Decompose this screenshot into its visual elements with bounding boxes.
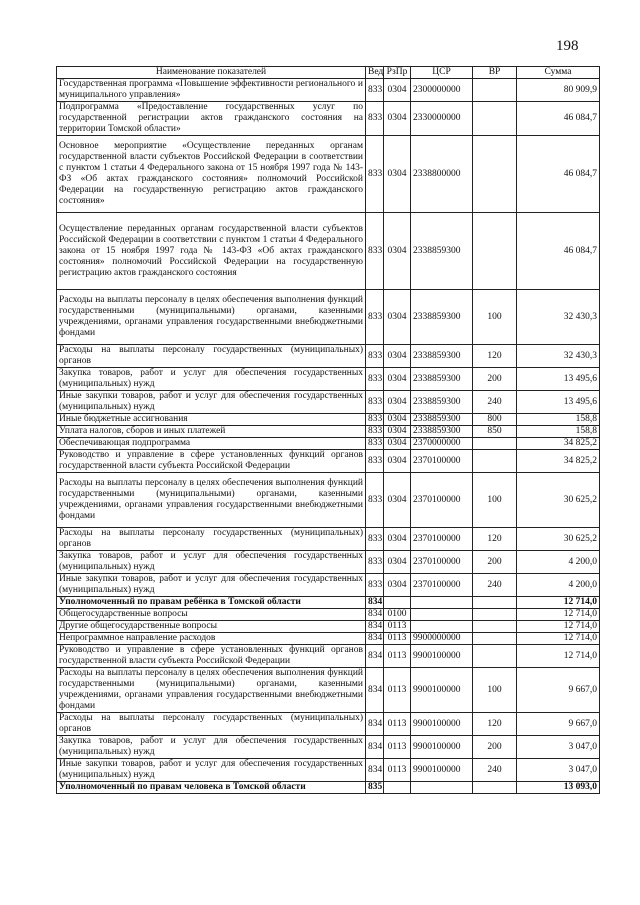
budget-table (56, 66, 600, 794)
cell-vr: 120 (473, 713, 517, 736)
cell-csr (411, 597, 473, 609)
table-header-row (57, 67, 600, 79)
cell-ved: 834 (366, 759, 384, 782)
cell-sum: 32 430,3 (517, 345, 600, 368)
table-row (57, 609, 600, 621)
cell-sum: 32 430,3 (517, 290, 600, 345)
cell-rzpr: 0304 (384, 574, 411, 597)
cell-name: Непрограммное направление расходов (57, 633, 366, 645)
table-row (57, 528, 600, 551)
table-row (57, 645, 600, 668)
cell-rzpr: 0304 (384, 473, 411, 528)
cell-csr: 2338859300 (411, 290, 473, 345)
cell-sum: 4 200,0 (517, 551, 600, 574)
cell-sum: 13 495,6 (517, 368, 600, 391)
cell-rzpr: 0304 (384, 368, 411, 391)
cell-csr: 2338859300 (411, 345, 473, 368)
cell-name: Расходы на выплаты персоналу в целях обеспечения выполнения функций государственными (муниципальными) органами, казенными учреждениями, органами управления государственными внебюджетными фондами (57, 290, 366, 345)
cell-sum: 3 047,0 (517, 759, 600, 782)
cell-name: Закупка товаров, работ и услуг для обеспечения государственных (муниципальных) нужд (57, 368, 366, 391)
cell-csr: 2338859300 (411, 426, 473, 438)
cell-name: Расходы на выплаты персоналу государственных (муниципальных) органов (57, 345, 366, 368)
cell-csr (411, 782, 473, 794)
table-row (57, 633, 600, 645)
cell-csr: 9900000000 (411, 633, 473, 645)
cell-name: Осуществление переданных органам государственной власти субъектов Российской Федерации в соответствии с пунктом 1 статьи 4 Федерального закона от 15 ноября 1997 года № 143-ФЗ «Об актах гражданского состояния» полномочий Российской Федерации на государственную регистрацию актов гражданского состояния (57, 213, 366, 290)
cell-name: Закупка товаров, работ и услуг для обеспечения государственных (муниципальных) нужд (57, 551, 366, 574)
table-row (57, 414, 600, 426)
cell-ved: 833 (366, 79, 384, 102)
cell-rzpr: 0304 (384, 79, 411, 102)
cell-csr: 9900100000 (411, 759, 473, 782)
cell-rzpr: 0304 (384, 414, 411, 426)
table-row (57, 290, 600, 345)
cell-ved: 833 (366, 438, 384, 450)
cell-rzpr: 0100 (384, 609, 411, 621)
cell-vr (473, 597, 517, 609)
cell-csr: 9900100000 (411, 668, 473, 713)
cell-sum: 12 714,0 (517, 609, 600, 621)
cell-csr: 2370000000 (411, 438, 473, 450)
cell-ved: 833 (366, 551, 384, 574)
table-row (57, 473, 600, 528)
cell-ved: 834 (366, 633, 384, 645)
cell-rzpr: 0304 (384, 528, 411, 551)
cell-name: Подпрограмма «Предоставление государственных услуг по государственной регистрации актов гражданского состояния на территории Томской области» (57, 102, 366, 136)
table-row (57, 736, 600, 759)
cell-ved: 834 (366, 645, 384, 668)
table-row (57, 782, 600, 794)
cell-name: Руководство и управление в сфере установленных функций органов государственной власти субъекта Российской Федерации (57, 450, 366, 473)
cell-csr (411, 621, 473, 633)
cell-name: Государственная программа «Повышение эффективности регионального и муниципального управления» (57, 79, 366, 102)
cell-rzpr: 0304 (384, 391, 411, 414)
cell-name: Расходы на выплаты персоналу в целях обеспечения выполнения функций государственными (муниципальными) органами, казенными учреждениями, органами управления государственными внебюджетными фондами (57, 473, 366, 528)
cell-ved: 833 (366, 574, 384, 597)
table-row (57, 574, 600, 597)
cell-name: Уполномоченный по правам ребёнка в Томской области (57, 597, 366, 609)
cell-rzpr (384, 597, 411, 609)
cell-rzpr: 0113 (384, 713, 411, 736)
cell-csr: 2338800000 (411, 136, 473, 213)
cell-rzpr: 0304 (384, 290, 411, 345)
cell-csr: 2338859300 (411, 213, 473, 290)
cell-vr: 100 (473, 668, 517, 713)
cell-sum: 12 714,0 (517, 645, 600, 668)
cell-csr: 9900100000 (411, 645, 473, 668)
cell-sum: 30 625,2 (517, 473, 600, 528)
cell-ved: 833 (366, 345, 384, 368)
cell-name: Иные бюджетные ассигнования (57, 414, 366, 426)
cell-name: Закупка товаров, работ и услуг для обеспечения государственных (муниципальных) нужд (57, 736, 366, 759)
header-vr: ВР (473, 67, 517, 79)
cell-sum: 4 200,0 (517, 574, 600, 597)
cell-rzpr: 0304 (384, 438, 411, 450)
cell-csr: 2330000000 (411, 102, 473, 136)
header-ved: Вед (366, 67, 384, 79)
cell-rzpr: 0113 (384, 759, 411, 782)
cell-ved: 834 (366, 713, 384, 736)
cell-csr: 2300000000 (411, 79, 473, 102)
cell-csr: 9900100000 (411, 713, 473, 736)
cell-vr (473, 609, 517, 621)
cell-ved: 833 (366, 213, 384, 290)
cell-vr (473, 621, 517, 633)
cell-csr: 2338859300 (411, 391, 473, 414)
cell-vr: 100 (473, 473, 517, 528)
table-row (57, 597, 600, 609)
cell-vr: 800 (473, 414, 517, 426)
table-row (57, 551, 600, 574)
cell-sum: 34 825,2 (517, 438, 600, 450)
cell-sum: 13 093,0 (517, 782, 600, 794)
cell-vr (473, 213, 517, 290)
cell-csr: 2370100000 (411, 574, 473, 597)
cell-ved: 833 (366, 426, 384, 438)
cell-sum: 12 714,0 (517, 597, 600, 609)
cell-rzpr: 0113 (384, 736, 411, 759)
header-name: Наименование показателей (57, 67, 366, 79)
page-number: 198 (556, 38, 579, 54)
cell-sum: 13 495,6 (517, 391, 600, 414)
cell-sum: 9 667,0 (517, 713, 600, 736)
cell-ved: 833 (366, 414, 384, 426)
cell-sum: 12 714,0 (517, 621, 600, 633)
table-row (57, 136, 600, 213)
table-row (57, 79, 600, 102)
cell-ved: 833 (366, 290, 384, 345)
cell-name: Руководство и управление в сфере установленных функций органов государственной власти субъекта Российской Федерации (57, 645, 366, 668)
cell-name: Расходы на выплаты персоналу государственных (муниципальных) органов (57, 713, 366, 736)
cell-vr: 100 (473, 290, 517, 345)
cell-name: Иные закупки товаров, работ и услуг для обеспечения государственных (муниципальных) нужд (57, 574, 366, 597)
table-row (57, 621, 600, 633)
cell-vr: 120 (473, 528, 517, 551)
cell-rzpr: 0304 (384, 136, 411, 213)
table-row (57, 450, 600, 473)
cell-vr: 200 (473, 551, 517, 574)
cell-sum: 9 667,0 (517, 668, 600, 713)
cell-name: Уполномоченный по правам человека в Томской области (57, 782, 366, 794)
cell-csr: 2338859300 (411, 414, 473, 426)
cell-rzpr: 0304 (384, 551, 411, 574)
table-row (57, 426, 600, 438)
cell-vr: 120 (473, 345, 517, 368)
cell-ved: 834 (366, 668, 384, 713)
cell-ved: 833 (366, 450, 384, 473)
cell-ved: 835 (366, 782, 384, 794)
table-row (57, 668, 600, 713)
cell-ved: 833 (366, 391, 384, 414)
table-row (57, 102, 600, 136)
cell-rzpr: 0304 (384, 426, 411, 438)
cell-sum: 46 084,7 (517, 213, 600, 290)
table-row (57, 759, 600, 782)
cell-ved: 834 (366, 609, 384, 621)
table-row (57, 368, 600, 391)
cell-name: Иные закупки товаров, работ и услуг для обеспечения государственных (муниципальных) нужд (57, 391, 366, 414)
cell-rzpr: 0113 (384, 668, 411, 713)
cell-vr (473, 645, 517, 668)
cell-vr: 200 (473, 736, 517, 759)
cell-name: Общегосударственные вопросы (57, 609, 366, 621)
cell-name: Иные закупки товаров, работ и услуг для обеспечения государственных (муниципальных) нужд (57, 759, 366, 782)
cell-ved: 833 (366, 528, 384, 551)
cell-ved: 833 (366, 136, 384, 213)
cell-vr: 240 (473, 574, 517, 597)
cell-vr: 200 (473, 368, 517, 391)
cell-rzpr: 0113 (384, 633, 411, 645)
cell-vr (473, 102, 517, 136)
cell-rzpr: 0304 (384, 102, 411, 136)
cell-csr: 2370100000 (411, 528, 473, 551)
header-csr: ЦСР (411, 67, 473, 79)
cell-rzpr: 0113 (384, 621, 411, 633)
cell-vr: 240 (473, 759, 517, 782)
cell-vr (473, 438, 517, 450)
cell-vr (473, 633, 517, 645)
cell-ved: 833 (366, 102, 384, 136)
cell-ved: 834 (366, 597, 384, 609)
cell-rzpr (384, 782, 411, 794)
cell-vr: 240 (473, 391, 517, 414)
cell-csr: 2370100000 (411, 551, 473, 574)
cell-ved: 834 (366, 621, 384, 633)
cell-sum: 80 909,9 (517, 79, 600, 102)
cell-ved: 833 (366, 473, 384, 528)
cell-sum: 30 625,2 (517, 528, 600, 551)
cell-vr (473, 136, 517, 213)
cell-csr: 2338859300 (411, 368, 473, 391)
cell-name: Обеспечивающая подпрограмма (57, 438, 366, 450)
cell-csr: 9900100000 (411, 736, 473, 759)
cell-vr (473, 79, 517, 102)
cell-name: Расходы на выплаты персоналу в целях обеспечения выполнения функций государственными (муниципальными) органами, казенными учреждениями, органами управления государственными внебюджетными фондами (57, 668, 366, 713)
cell-name: Другие общегосударственные вопросы (57, 621, 366, 633)
cell-sum: 158,8 (517, 414, 600, 426)
cell-name: Расходы на выплаты персоналу государственных (муниципальных) органов (57, 528, 366, 551)
table-row (57, 213, 600, 290)
cell-sum: 158,8 (517, 426, 600, 438)
table-row (57, 438, 600, 450)
cell-sum: 34 825,2 (517, 450, 600, 473)
cell-rzpr: 0304 (384, 345, 411, 368)
table-row (57, 713, 600, 736)
cell-rzpr: 0304 (384, 213, 411, 290)
cell-sum: 46 084,7 (517, 102, 600, 136)
cell-rzpr: 0304 (384, 450, 411, 473)
table-row (57, 345, 600, 368)
cell-sum: 12 714,0 (517, 633, 600, 645)
table-row (57, 391, 600, 414)
cell-sum: 3 047,0 (517, 736, 600, 759)
cell-ved: 833 (366, 368, 384, 391)
cell-vr: 850 (473, 426, 517, 438)
cell-rzpr: 0113 (384, 645, 411, 668)
cell-ved: 834 (366, 736, 384, 759)
cell-name: Уплата налогов, сборов и иных платежей (57, 426, 366, 438)
cell-name: Основное мероприятие «Осуществление переданных органам государственной власти субъектов Российской Федерации в соответствии с пунктом 1 статьи 4 Федерального закона от 15 ноября 1997 года № 143-ФЗ «Об актах гражданского состояния» полномочий Российской Федерации на государственную регистрацию актов гражданского состояния» (57, 136, 366, 213)
cell-vr (473, 450, 517, 473)
header-rzpr: РзПр (384, 67, 411, 79)
header-sum: Сумма (517, 67, 600, 79)
cell-csr: 2370100000 (411, 473, 473, 528)
cell-csr (411, 609, 473, 621)
cell-csr: 2370100000 (411, 450, 473, 473)
cell-vr (473, 782, 517, 794)
cell-sum: 46 084,7 (517, 136, 600, 213)
